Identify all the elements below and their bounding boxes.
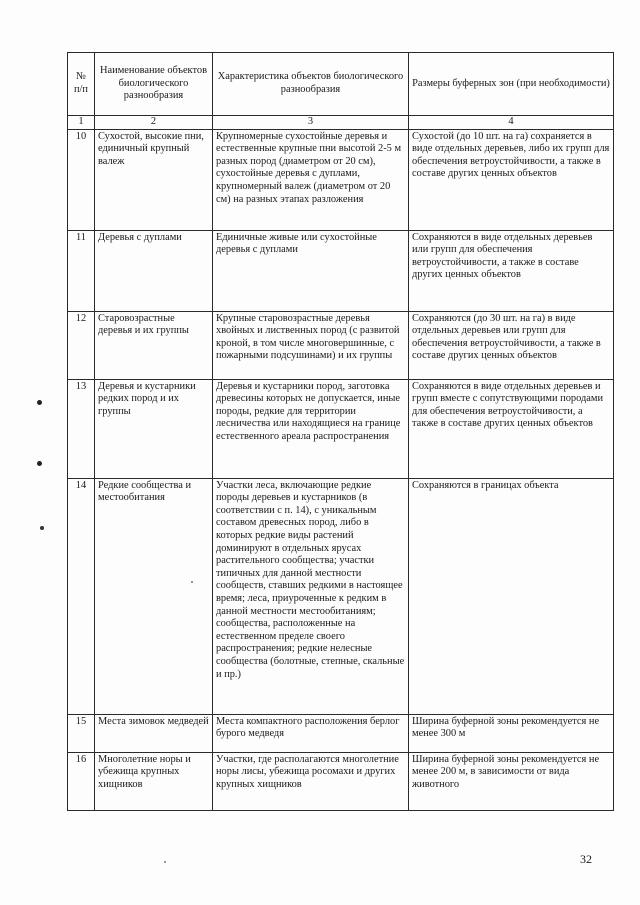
header-object-name: Наименование объектов биологического разнообразия [95, 53, 213, 116]
table-row [68, 129, 614, 230]
object-name: Места зимовок медведей [95, 714, 213, 752]
column-number: 3 [213, 116, 409, 130]
punch-mark [40, 526, 44, 530]
table-row [68, 230, 614, 311]
object-description: Участки, где располагаются многолетние норы лисы, убежища росомахи и других крупных хищников [213, 752, 409, 810]
biodiversity-table [67, 52, 614, 811]
buffer-zone: Сохраняются (до 30 шт. на га) в виде отдельных деревьев или групп для обеспечения ветроустойчивости, а также в составе других ценных объектов [409, 311, 614, 379]
scan-speck [164, 861, 166, 863]
header-buffer-size: Размеры буферных зон (при необходимости) [409, 53, 614, 116]
table-row [68, 752, 614, 810]
table-row [68, 379, 614, 478]
row-number: 11 [68, 230, 95, 311]
row-number: 10 [68, 129, 95, 230]
object-name: Многолетние норы и убежища крупных хищников [95, 752, 213, 810]
object-name: Деревья и кустарники редких пород и их группы [95, 379, 213, 478]
column-number: 1 [68, 116, 95, 130]
object-description: Крупномерные сухостойные деревья и естественные крупные пни высотой 2-5 м разных пород (диаметром от 20 см), сухостойные деревья с дуплами, крупномерный валеж (диаметром от 20 см) на разных этапах разложения [213, 129, 409, 230]
header-row [68, 53, 614, 116]
column-number: 4 [409, 116, 614, 130]
row-number: 12 [68, 311, 95, 379]
buffer-zone: Сохраняются в виде отдельных деревьев и групп вместе с сопутствующими породами для обеспечения ветроустойчивости, а также в составе других ценных объектов [409, 379, 614, 478]
row-number: 13 [68, 379, 95, 478]
object-name: Редкие сообщества и местообитания [95, 478, 213, 714]
buffer-zone: Ширина буферной зоны рекомендуется не менее 300 м [409, 714, 614, 752]
object-description: Места компактного расположения берлог бурого медведя [213, 714, 409, 752]
table-row [68, 311, 614, 379]
header-number: № п/п [68, 53, 95, 116]
object-description: Деревья и кустарники пород, заготовка древесины которых не допускается, иные породы, редкие для территории лесничества или находящиеся на границе естественного ареала распространения [213, 379, 409, 478]
object-description: Единичные живые или сухостойные деревья с дуплами [213, 230, 409, 311]
column-number: 2 [95, 116, 213, 130]
object-name: Деревья с дуплами [95, 230, 213, 311]
buffer-zone: Сохраняются в виде отдельных деревьев или групп для обеспечения ветроустойчивости, а также в составе других ценных объектов [409, 230, 614, 311]
punch-mark [37, 461, 42, 466]
row-number: 16 [68, 752, 95, 810]
row-number: 14 [68, 478, 95, 714]
table-row [68, 478, 614, 714]
buffer-zone: Ширина буферной зоны рекомендуется не менее 200 м, в зависимости от вида животного [409, 752, 614, 810]
punch-mark [37, 400, 42, 405]
buffer-zone: Сохраняются в границах объекта [409, 478, 614, 714]
buffer-zone: Сухостой (до 10 шт. на га) сохраняется в виде отдельных деревьев, либо их групп для обеспечения ветроустойчивости, а также в составе других ценных объектов [409, 129, 614, 230]
header-characteristic: Характеристика объектов биологического разнообразия [213, 53, 409, 116]
column-number-row [68, 116, 614, 130]
scan-speck [191, 581, 193, 583]
table-row [68, 714, 614, 752]
row-number: 15 [68, 714, 95, 752]
page-number: 32 [580, 852, 592, 866]
object-description: Участки леса, включающие редкие породы деревьев и кустарников (в соответствии с п. 14), с уникальным составом древесных пород, либо в которых редкие виды растений доминируют в отдельных ярусах растительного сообщества; участки типичных для данной местности сообществ, ставших редкими в настоящее время; леса, приуроченные к редким в данной местности местообитаниям; сообщества, расположенные на естественном пределе своего распространения; редкие нелесные сообщества (болотные, степные, скальные и пр.) [213, 478, 409, 714]
object-description: Крупные старовозрастные деревья хвойных и лиственных пород (с развитой кроной, в том числе многовершинные, с пожарными подсушинами) и их группы [213, 311, 409, 379]
object-name: Старовозрастные деревья и их группы [95, 311, 213, 379]
object-name: Сухостой, высокие пни, единичный крупный валеж [95, 129, 213, 230]
